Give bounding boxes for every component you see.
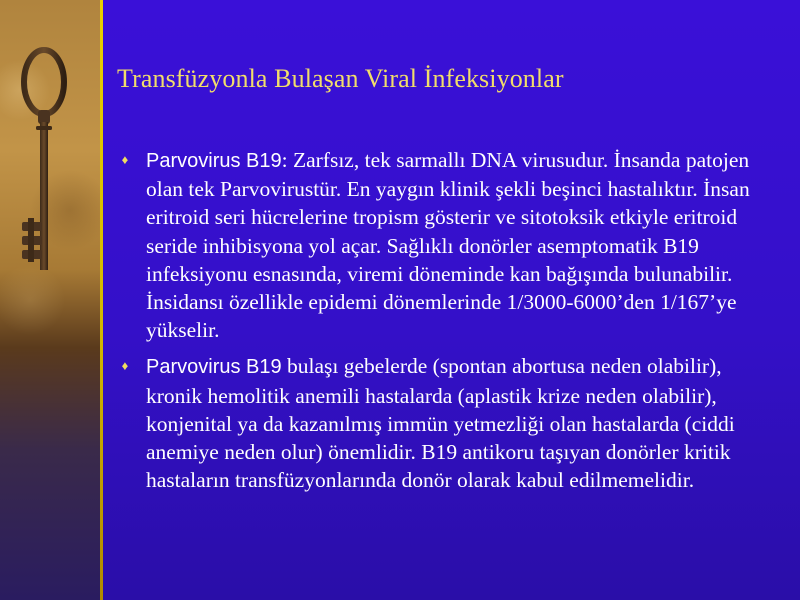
bullet-lead: Parvovirus B19 bbox=[146, 150, 282, 172]
slide-title: Transfüzyonla Bulaşan Viral İnfeksiyonlar bbox=[117, 64, 564, 93]
bullet-item bbox=[121, 352, 776, 494]
gold-divider-stripe bbox=[100, 0, 103, 600]
bullet-text: bulaşı gebelerde (spontan abortusa neden olabilir), kronik hemolitik anemili hastalarda (aplastik krize neden olabilir), konjenital ya da kazanılmış immün yetmezliği olan hastalarda (ciddi anemiye neden olur) önemlidir. B19 antikoru taşıyan donörler kritik hastaların transfüzyonlarında donör olarak kabul edilmemelidir. bbox=[146, 354, 735, 493]
bullet-text: : Zarfsız, tek sarmallı DNA virusudur. İnsanda patojen olan tek Parvovirustür. En yaygın klinik şekli beşinci hastalıktır. İnsan eritroid seri hücrelerine tropism gösterir ve sitotoksik etkiyle eritroid seride inhibisyona yol açar. Sağlıklı donörler asemptomatik B19 infeksiyonu esnasında, viremi döneminde kan bağışında bulunabilir. İnsidansı özellikle epidemi dönemlerinde 1/3000-6000’den 1/167’ye yükselir. bbox=[146, 148, 750, 343]
diamond-bullet-icon: ♦ bbox=[121, 358, 129, 374]
bullet-lead: Parvovirus B19 bbox=[146, 356, 282, 379]
diamond-bullet-icon: ♦ bbox=[121, 152, 129, 167]
bullet-item bbox=[121, 146, 776, 344]
decorative-side-panel bbox=[0, 0, 100, 600]
old-key-icon bbox=[0, 40, 100, 280]
bullet-list bbox=[121, 146, 776, 502]
